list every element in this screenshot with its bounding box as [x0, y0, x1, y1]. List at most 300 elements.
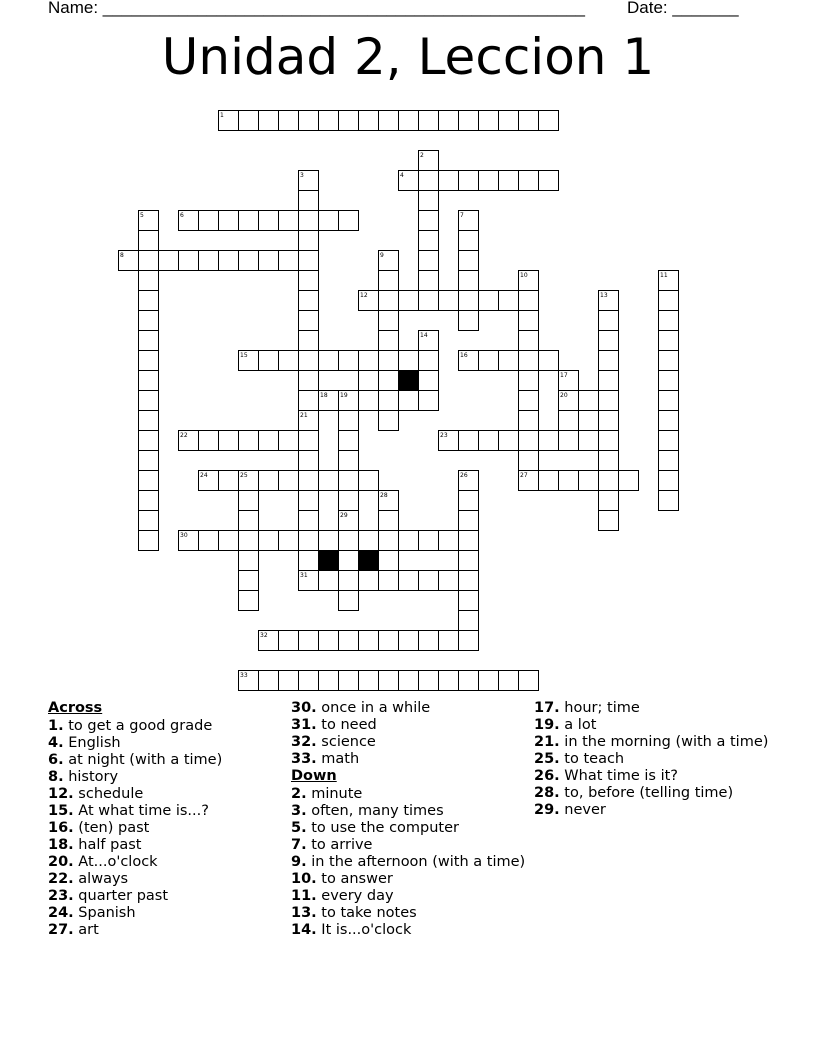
grid-cell[interactable] — [479, 111, 499, 131]
grid-cell[interactable] — [439, 671, 459, 691]
grid-cell[interactable] — [419, 251, 439, 271]
clue-number: 13 — [600, 292, 608, 299]
clue-number: 26 — [460, 472, 468, 479]
grid-cell[interactable] — [479, 431, 499, 451]
clue-number: 19 — [340, 392, 348, 399]
grid-cell[interactable] — [339, 491, 359, 511]
clue-item: 29. never — [534, 802, 606, 818]
grid-cell[interactable] — [319, 211, 339, 231]
grid-cell[interactable] — [359, 631, 379, 651]
grid-cell[interactable] — [419, 671, 439, 691]
grid-cell[interactable] — [479, 671, 499, 691]
grid-cell[interactable] — [379, 351, 399, 371]
grid-cell[interactable] — [339, 111, 359, 131]
clue-item: 4. English — [48, 734, 121, 751]
grid-cell[interactable] — [659, 351, 679, 371]
grid-cell[interactable] — [339, 471, 359, 491]
grid-cell[interactable] — [139, 291, 159, 311]
clue-number: 21 — [300, 412, 308, 419]
grid-cell[interactable] — [239, 531, 259, 551]
grid-cell[interactable] — [219, 431, 239, 451]
grid-cell[interactable] — [199, 531, 219, 551]
grid-cell[interactable] — [239, 211, 259, 231]
clue-item: 30. once in a while — [291, 700, 431, 716]
grid-cell[interactable] — [359, 371, 379, 391]
grid-cell[interactable] — [239, 491, 259, 511]
grid-cell[interactable] — [459, 551, 479, 571]
clues-column-2 — [291, 700, 531, 939]
grid-cell[interactable] — [299, 391, 319, 411]
grid-cell[interactable] — [419, 111, 439, 131]
grid-cell[interactable] — [459, 311, 479, 331]
grid-cell[interactable] — [299, 431, 319, 451]
grid-cell[interactable] — [579, 431, 599, 451]
grid-cell[interactable] — [379, 571, 399, 591]
grid-cell[interactable] — [519, 371, 539, 391]
grid-cell[interactable] — [139, 531, 159, 551]
grid-cell[interactable] — [219, 471, 239, 491]
clues-column-1 — [48, 700, 288, 939]
grid-cell[interactable] — [339, 411, 359, 431]
grid-cell[interactable] — [599, 451, 619, 471]
grid-cell[interactable] — [299, 311, 319, 331]
grid-cell[interactable] — [419, 391, 439, 411]
clue-number: 9 — [380, 252, 384, 259]
grid-cell[interactable] — [519, 671, 539, 691]
grid-cell[interactable] — [599, 411, 619, 431]
clue-item: 21. in the morning (with a time) — [534, 734, 769, 750]
grid-cell[interactable] — [499, 291, 519, 311]
grid-cell[interactable] — [299, 251, 319, 271]
clue-number: 25 — [240, 472, 248, 479]
grid-cell[interactable] — [139, 431, 159, 451]
clue-number: 18 — [320, 392, 328, 399]
grid-cell[interactable] — [139, 371, 159, 391]
clue-item: 10. to answer — [291, 870, 393, 887]
grid-cell[interactable] — [599, 431, 619, 451]
clue-number: 24 — [200, 472, 208, 479]
grid-cell[interactable] — [459, 251, 479, 271]
grid-cell[interactable] — [299, 371, 319, 391]
name-field: Name: ___________________________________________________ — [48, 0, 585, 17]
clues-column-3 — [534, 700, 774, 819]
grid-cell[interactable] — [599, 331, 619, 351]
grid-cell[interactable] — [559, 471, 579, 491]
grid-cell[interactable] — [519, 431, 539, 451]
clue-item: 13. to take notes — [291, 904, 417, 921]
grid-cell[interactable] — [379, 291, 399, 311]
grid-cell[interactable] — [379, 111, 399, 131]
grid-cell[interactable] — [139, 311, 159, 331]
grid-cell[interactable] — [259, 111, 279, 131]
clue-number: 1 — [220, 112, 224, 119]
grid-cell[interactable] — [599, 491, 619, 511]
grid-cell[interactable] — [459, 231, 479, 251]
grid-cell[interactable] — [259, 251, 279, 271]
grid-cell[interactable] — [399, 111, 419, 131]
grid-cell[interactable] — [439, 571, 459, 591]
grid-cell[interactable] — [139, 511, 159, 531]
grid-cell[interactable] — [519, 451, 539, 471]
grid-cell[interactable] — [359, 471, 379, 491]
grid-cell[interactable] — [659, 451, 679, 471]
grid-cell[interactable] — [359, 391, 379, 411]
black-cell — [319, 551, 339, 571]
grid-cell[interactable] — [519, 171, 539, 191]
grid-cell[interactable] — [519, 351, 539, 371]
grid-cell[interactable] — [419, 291, 439, 311]
grid-cell[interactable] — [219, 531, 239, 551]
grid-cell[interactable] — [339, 671, 359, 691]
grid-cell[interactable] — [439, 171, 459, 191]
grid-cell[interactable] — [199, 211, 219, 231]
grid-cell[interactable] — [459, 511, 479, 531]
grid-cell[interactable] — [559, 431, 579, 451]
grid-cell[interactable] — [279, 111, 299, 131]
clue-item: 6. at night (with a time) — [48, 751, 223, 768]
grid-cell[interactable] — [239, 571, 259, 591]
clue-item: 31. to need — [291, 717, 377, 733]
clue-item: 15. At what time is...? — [48, 802, 209, 819]
clue-number: 10 — [520, 272, 528, 279]
grid-cell[interactable] — [379, 271, 399, 291]
grid-cell[interactable] — [499, 431, 519, 451]
grid-cell[interactable] — [259, 431, 279, 451]
grid-cell[interactable] — [539, 471, 559, 491]
grid-cell[interactable] — [539, 431, 559, 451]
grid-cell[interactable] — [299, 191, 319, 211]
grid-cell[interactable] — [439, 631, 459, 651]
grid-cell[interactable] — [359, 111, 379, 131]
grid-cell[interactable] — [499, 351, 519, 371]
grid-cell[interactable] — [299, 631, 319, 651]
grid-cell[interactable] — [239, 551, 259, 571]
grid-cell[interactable] — [519, 391, 539, 411]
grid-cell[interactable] — [659, 311, 679, 331]
clue-number: 20 — [560, 392, 568, 399]
clue-item: 2. minute — [291, 785, 363, 802]
grid-cell[interactable] — [579, 471, 599, 491]
grid-cell[interactable] — [519, 111, 539, 131]
grid-cell[interactable] — [459, 171, 479, 191]
grid-cell[interactable] — [519, 411, 539, 431]
grid-cell[interactable] — [519, 291, 539, 311]
grid-cell[interactable] — [339, 591, 359, 611]
grid-cell[interactable] — [399, 351, 419, 371]
grid-cell[interactable] — [459, 531, 479, 551]
grid-cell[interactable] — [139, 471, 159, 491]
grid-cell[interactable] — [659, 331, 679, 351]
clue-number: 12 — [360, 292, 368, 299]
grid-cell[interactable] — [299, 551, 319, 571]
grid-cell[interactable] — [419, 531, 439, 551]
grid-cell[interactable] — [139, 231, 159, 251]
grid-cell[interactable] — [379, 311, 399, 331]
grid-cell[interactable] — [319, 351, 339, 371]
grid-cell[interactable] — [659, 391, 679, 411]
grid-cell[interactable] — [599, 311, 619, 331]
grid-cell[interactable] — [519, 311, 539, 331]
grid-cell[interactable] — [459, 631, 479, 651]
grid-cell[interactable] — [579, 391, 599, 411]
grid-cell[interactable] — [279, 631, 299, 651]
grid-cell[interactable] — [419, 231, 439, 251]
grid-cell[interactable] — [139, 271, 159, 291]
grid-cell[interactable] — [559, 411, 579, 431]
grid-cell[interactable] — [219, 211, 239, 231]
grid-cell[interactable] — [459, 111, 479, 131]
grid-cell[interactable] — [199, 251, 219, 271]
grid-cell[interactable] — [439, 111, 459, 131]
clue-number: 6 — [180, 212, 184, 219]
grid-cell[interactable] — [379, 411, 399, 431]
clue-item: 27. art — [48, 921, 99, 938]
grid-cell[interactable] — [459, 271, 479, 291]
grid-cell[interactable] — [479, 171, 499, 191]
grid-cell[interactable] — [319, 471, 339, 491]
grid-cell[interactable] — [259, 351, 279, 371]
grid-cell[interactable] — [359, 531, 379, 551]
grid-cell[interactable] — [459, 431, 479, 451]
grid-cell[interactable] — [499, 111, 519, 131]
clue-item: 32. science — [291, 734, 376, 750]
clue-number: 2 — [420, 152, 424, 159]
grid-cell[interactable] — [399, 671, 419, 691]
clue-item: 22. always — [48, 870, 129, 887]
grid-cell[interactable] — [599, 391, 619, 411]
clue-number: 30 — [180, 532, 188, 539]
grid-cell[interactable] — [239, 511, 259, 531]
clue-number: 16 — [460, 352, 468, 359]
across-heading: Across — [48, 700, 103, 716]
grid-cell[interactable] — [379, 391, 399, 411]
clue-item: 33. math — [291, 751, 360, 767]
grid-cell[interactable] — [299, 511, 319, 531]
grid-cell[interactable] — [279, 671, 299, 691]
grid-cell[interactable] — [299, 491, 319, 511]
grid-cell[interactable] — [339, 211, 359, 231]
grid-cell[interactable] — [419, 351, 439, 371]
clue-number: 17 — [560, 372, 568, 379]
clue-item: 24. Spanish — [48, 904, 136, 921]
grid-cell[interactable] — [339, 531, 359, 551]
clue-item: 3. often, many times — [291, 802, 444, 819]
grid-cell[interactable] — [299, 231, 319, 251]
grid-cell[interactable] — [359, 571, 379, 591]
grid-cell[interactable] — [379, 551, 399, 571]
clue-item: 14. It is...o'clock — [291, 921, 412, 938]
grid-cell[interactable] — [379, 631, 399, 651]
grid-cell[interactable] — [219, 251, 239, 271]
grid-cell[interactable] — [659, 491, 679, 511]
grid-cell[interactable] — [539, 171, 559, 191]
clue-number: 22 — [180, 432, 188, 439]
grid-cell[interactable] — [419, 211, 439, 231]
clue-number: 11 — [660, 272, 668, 279]
clue-item: 20. At...o'clock — [48, 853, 158, 870]
grid-cell[interactable] — [479, 291, 499, 311]
grid-cell[interactable] — [359, 671, 379, 691]
grid-cell[interactable] — [519, 331, 539, 351]
grid-cell[interactable] — [339, 351, 359, 371]
grid-cell[interactable] — [319, 111, 339, 131]
grid-cell[interactable] — [419, 371, 439, 391]
grid-cell[interactable] — [419, 571, 439, 591]
grid-cell[interactable] — [319, 571, 339, 591]
grid-cell[interactable] — [339, 451, 359, 471]
grid-cell[interactable] — [339, 631, 359, 651]
grid-cell[interactable] — [279, 531, 299, 551]
grid-cell[interactable] — [139, 251, 159, 271]
grid-cell[interactable] — [379, 531, 399, 551]
grid-cell[interactable] — [339, 571, 359, 591]
black-cell — [399, 371, 419, 391]
grid-cell[interactable] — [139, 331, 159, 351]
grid-cell[interactable] — [399, 391, 419, 411]
clue-number: 7 — [460, 212, 464, 219]
grid-cell[interactable] — [659, 431, 679, 451]
grid-cell[interactable] — [659, 291, 679, 311]
grid-cell[interactable] — [239, 111, 259, 131]
clue-number: 31 — [300, 572, 308, 579]
grid-cell[interactable] — [299, 111, 319, 131]
grid-cell[interactable] — [279, 351, 299, 371]
clue-item: 7. to arrive — [291, 836, 373, 853]
grid-cell[interactable] — [439, 531, 459, 551]
grid-cell[interactable] — [459, 571, 479, 591]
grid-cell[interactable] — [599, 371, 619, 391]
grid-cell[interactable] — [279, 471, 299, 491]
grid-cell[interactable] — [159, 251, 179, 271]
grid-cell[interactable] — [139, 411, 159, 431]
grid-cell[interactable] — [399, 531, 419, 551]
grid-cell[interactable] — [299, 671, 319, 691]
grid-cell[interactable] — [299, 531, 319, 551]
down-heading: Down — [291, 768, 337, 784]
grid-cell[interactable] — [479, 351, 499, 371]
grid-cell[interactable] — [199, 431, 219, 451]
grid-cell[interactable] — [379, 371, 399, 391]
grid-cell[interactable] — [539, 111, 559, 131]
clue-number: 23 — [440, 432, 448, 439]
grid-cell[interactable] — [239, 591, 259, 611]
grid-cell[interactable] — [139, 491, 159, 511]
grid-cell[interactable] — [399, 291, 419, 311]
grid-cell[interactable] — [299, 331, 319, 351]
grid-cell[interactable] — [379, 511, 399, 531]
clue-number: 33 — [240, 672, 248, 679]
clue-item: 19. a lot — [534, 717, 597, 733]
grid-cell[interactable] — [279, 211, 299, 231]
clue-number: 8 — [120, 252, 124, 259]
grid-cell[interactable] — [399, 631, 419, 651]
grid-cell[interactable] — [259, 531, 279, 551]
grid-cell[interactable] — [459, 491, 479, 511]
grid-cell[interactable] — [279, 431, 299, 451]
grid-cell[interactable] — [259, 471, 279, 491]
grid-cell[interactable] — [419, 171, 439, 191]
clue-item: 1. to get a good grade — [48, 717, 213, 734]
grid-cell[interactable] — [299, 451, 319, 471]
grid-cell[interactable] — [659, 471, 679, 491]
black-cell — [359, 551, 379, 571]
grid-cell[interactable] — [239, 251, 259, 271]
grid-cell[interactable] — [299, 351, 319, 371]
clue-number: 28 — [380, 492, 388, 499]
clue-number: 14 — [420, 332, 428, 339]
grid-cell[interactable] — [339, 551, 359, 571]
clue-item: 16. (ten) past — [48, 819, 150, 836]
grid-cell[interactable] — [279, 251, 299, 271]
clue-item: 23. quarter past — [48, 887, 169, 904]
grid-cell[interactable] — [259, 211, 279, 231]
grid-cell[interactable] — [599, 511, 619, 531]
clue-number: 15 — [240, 352, 248, 359]
clue-item: 25. to teach — [534, 751, 625, 767]
grid-cell[interactable] — [239, 431, 259, 451]
grid-cell[interactable] — [319, 671, 339, 691]
grid-cell[interactable] — [139, 351, 159, 371]
grid-cell[interactable] — [399, 571, 419, 591]
clue-item: 18. half past — [48, 836, 142, 853]
grid-cell[interactable] — [379, 671, 399, 691]
grid-cell[interactable] — [599, 351, 619, 371]
clue-item: 28. to, before (telling time) — [534, 785, 734, 801]
grid-cell[interactable] — [659, 371, 679, 391]
clue-item: 11. every day — [291, 887, 394, 904]
grid-cell[interactable] — [319, 631, 339, 651]
clue-number: 5 — [140, 212, 144, 219]
clue-number: 4 — [400, 172, 404, 179]
grid-cell[interactable] — [319, 531, 339, 551]
grid-cell[interactable] — [459, 291, 479, 311]
grid-cell[interactable] — [419, 631, 439, 651]
grid-cell[interactable] — [459, 611, 479, 631]
grid-cell[interactable] — [139, 451, 159, 471]
grid-cell[interactable] — [299, 471, 319, 491]
grid-cell[interactable] — [299, 291, 319, 311]
grid-cell[interactable] — [179, 251, 199, 271]
grid-cell[interactable] — [439, 291, 459, 311]
grid-cell[interactable] — [139, 391, 159, 411]
clue-item: 12. schedule — [48, 785, 144, 802]
grid-cell[interactable] — [499, 171, 519, 191]
grid-cell[interactable] — [299, 271, 319, 291]
grid-cell[interactable] — [299, 211, 319, 231]
grid-cell[interactable] — [259, 671, 279, 691]
grid-cell[interactable] — [619, 471, 639, 491]
clue-item: 9. in the afternoon (with a time) — [291, 853, 526, 870]
grid-cell[interactable] — [459, 671, 479, 691]
date-field: Date: _______ — [627, 0, 739, 17]
clue-item: 8. history — [48, 768, 119, 785]
clue-item: 5. to use the computer — [291, 819, 459, 836]
grid-cell[interactable] — [599, 471, 619, 491]
grid-cell[interactable] — [499, 671, 519, 691]
grid-cell[interactable] — [459, 591, 479, 611]
grid-cell[interactable] — [359, 351, 379, 371]
grid-cell[interactable] — [539, 351, 559, 371]
grid-cell[interactable] — [379, 331, 399, 351]
clue-number: 3 — [300, 172, 304, 179]
grid-cell[interactable] — [339, 431, 359, 451]
grid-cell[interactable] — [659, 411, 679, 431]
grid-cell[interactable] — [419, 191, 439, 211]
page-title: Unidad 2, Leccion 1 — [161, 28, 655, 86]
clue-number: 32 — [260, 632, 268, 639]
clue-number: 29 — [340, 512, 348, 519]
grid-cell[interactable] — [419, 271, 439, 291]
